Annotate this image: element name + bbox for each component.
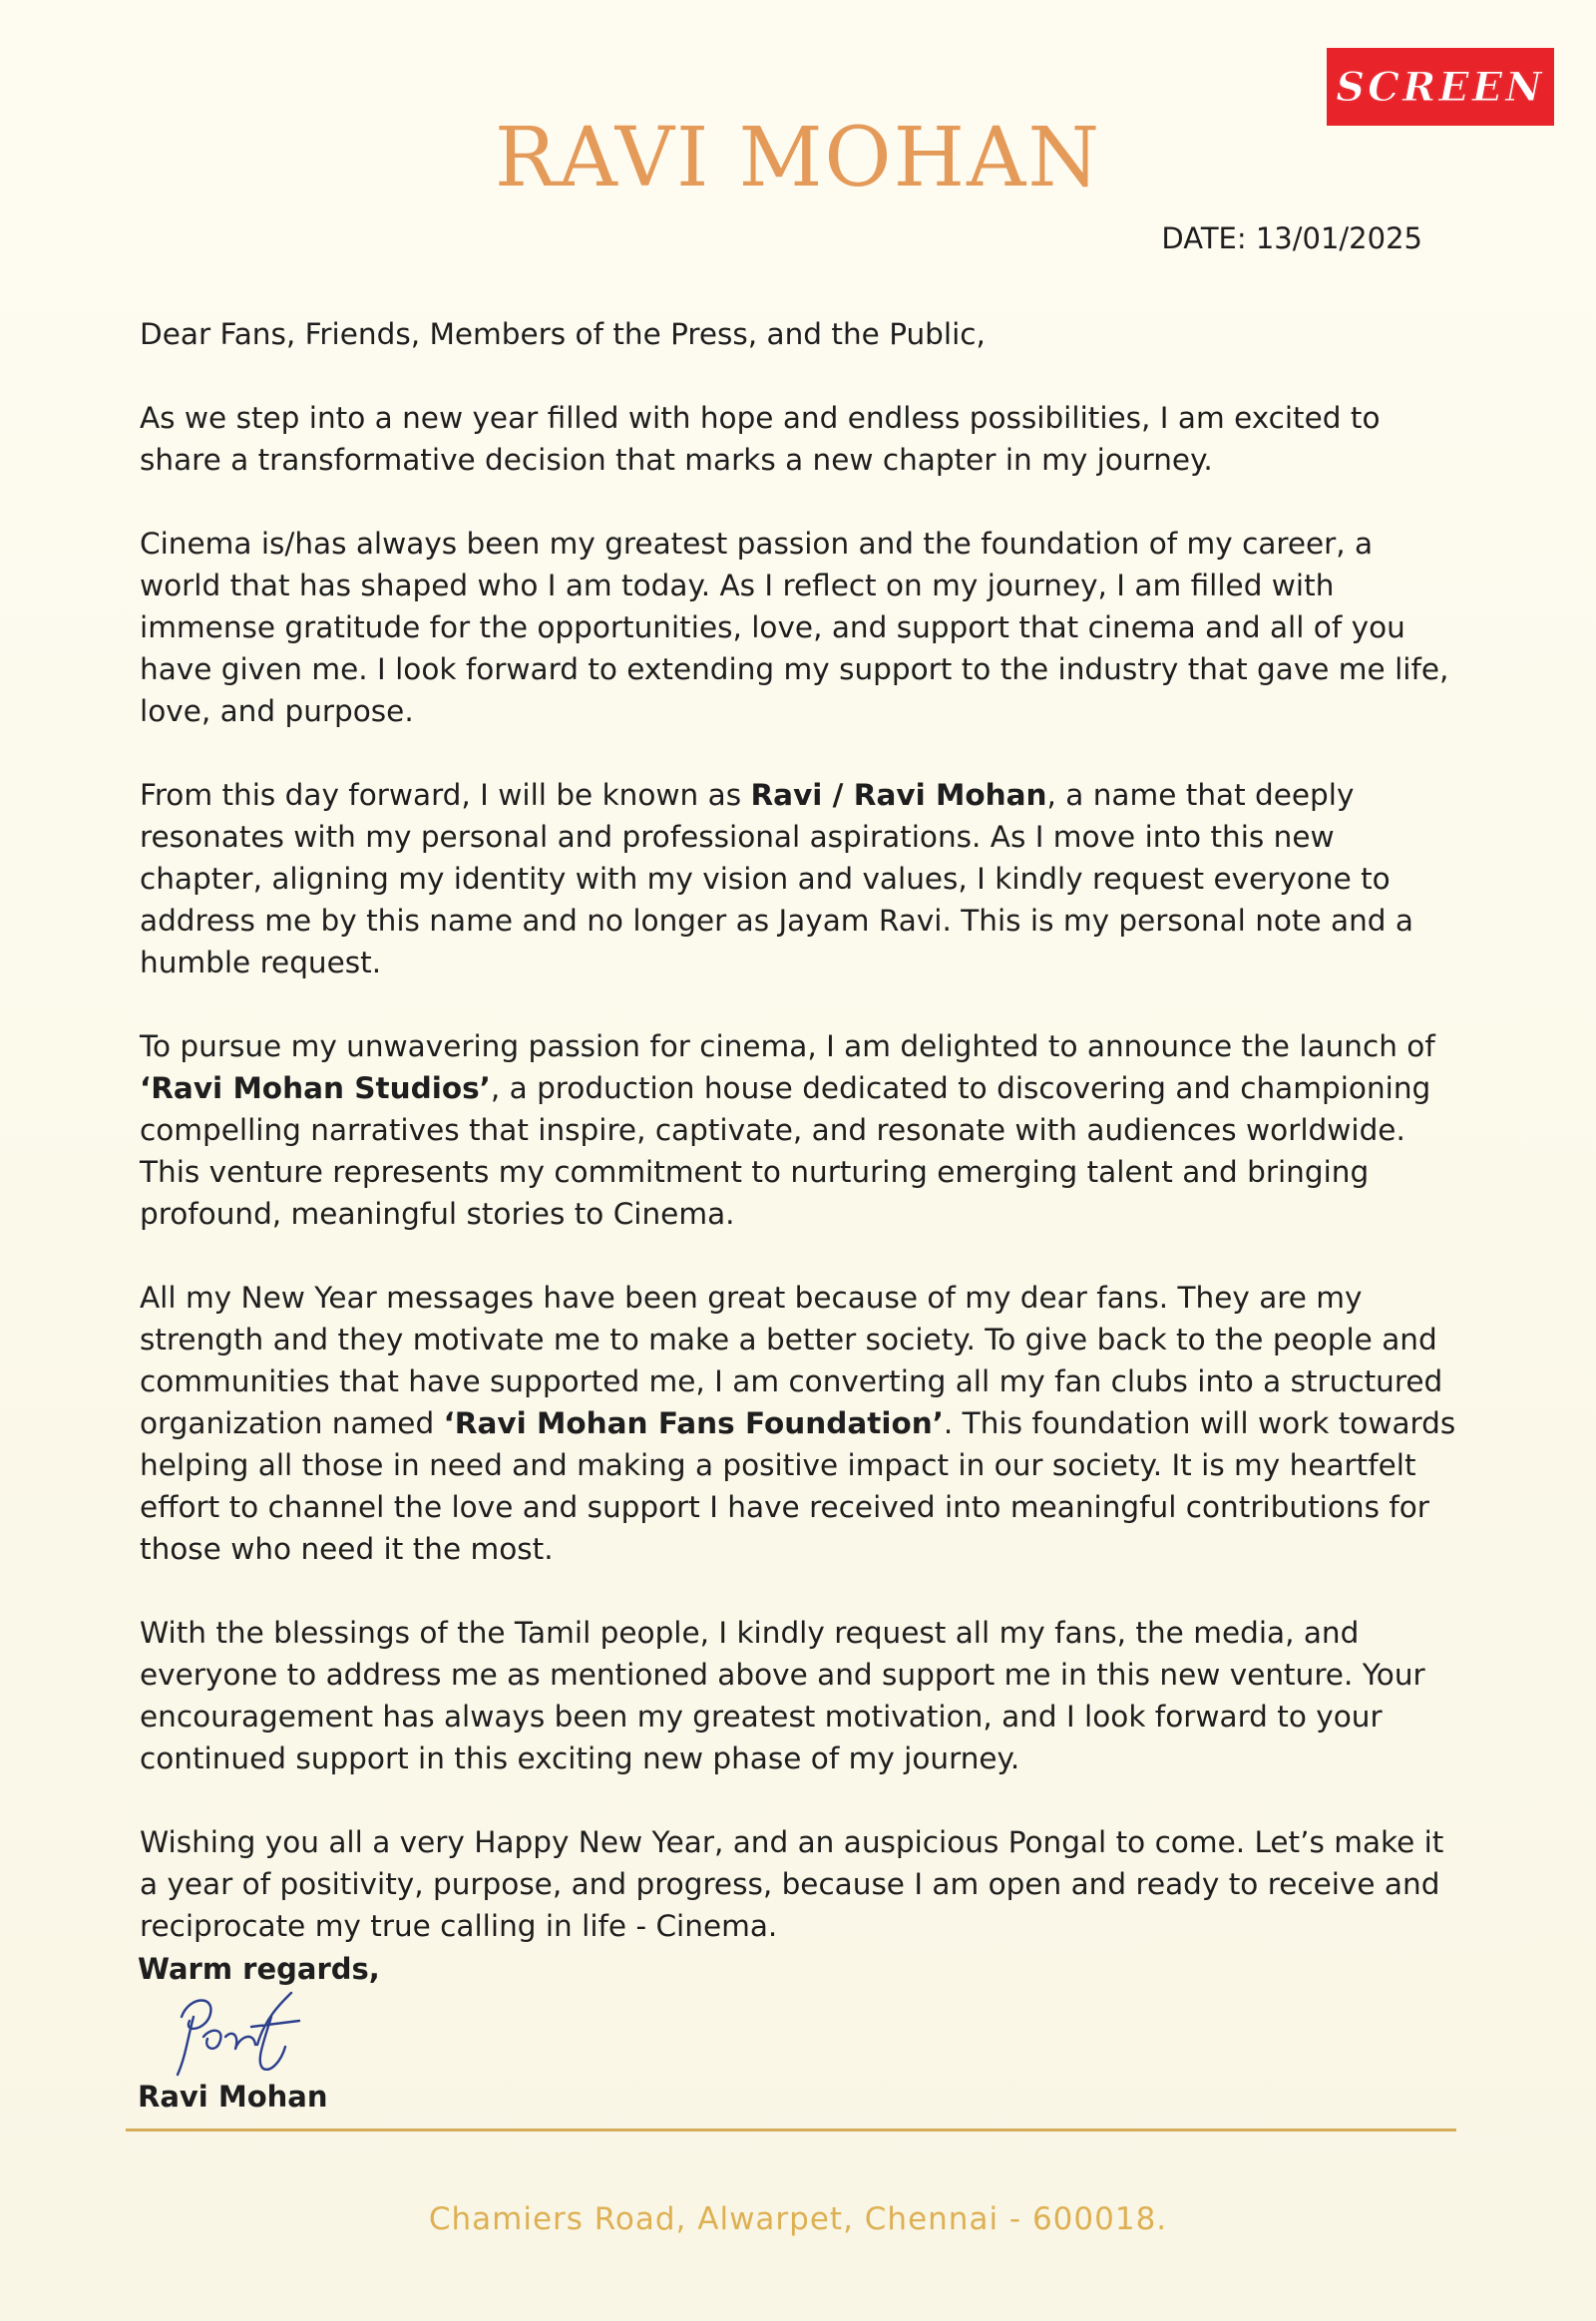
paragraph-studios-text: To pursue my unwavering passion for cinema, I am delighted to announce the launch of	[140, 1029, 1435, 1063]
footer-divider	[126, 2128, 1456, 2131]
paragraph-new-year: As we step into a new year filled with hope and endless possibilities, I am excited to share a transformative decision that marks a new chapter in my journey.	[140, 401, 1381, 477]
paragraph-name-change-rest: , a name that deeply resonates with my personal and professional aspirations. As I move into this new chapter, aligning my identity with my vision and values, I kindly request everyone to address me by this name and no longer as Jayam Ravi. This is my personal note and a humble request.	[140, 778, 1413, 979]
salutation: Dear Fans, Friends, Members of the Press, and the Public,	[140, 317, 986, 351]
letterhead-name: RAVI MOHAN	[494, 111, 1102, 205]
closing-line: Warm regards,	[138, 1952, 380, 1986]
paragraph-foundation	[140, 1277, 1461, 1570]
paragraph-foundation-text: All my New Year messages have been great because of my dear fans. They are my strength and they motivate me to make a better society. To give back to the people and communities that have supported me, I am converting all my fan clubs into a structured organization named	[140, 1281, 1443, 1440]
paragraph-cinema-passion: Cinema is/has always been my greatest passion and the foundation of my career, a world that has shaped who I am today. As I reflect on my journey, I am filled with immense gratitude for the opportunities, love, and support that cinema and all of you have given me. I look forward to extending my support to the industry that gave me life, love, and purpose.	[140, 527, 1449, 728]
paragraph-studios	[140, 1025, 1461, 1235]
new-name-highlight: Ravi / Ravi Mohan	[750, 778, 1047, 812]
screen-logo-text: SCREEN	[1336, 63, 1545, 111]
studios-name-highlight: ‘Ravi Mohan Studios’	[140, 1071, 491, 1105]
paragraph-foundation-rest: . This foundation will work towards helping all those in need and making a positive impact in our society. It is my heartfelt effort to channel the love and support I have received into meaningful contributions for those who need it the most.	[140, 1406, 1456, 1566]
foundation-name-highlight: ‘Ravi Mohan Fans Foundation’	[443, 1406, 944, 1440]
paragraph-request: With the blessings of the Tamil people, I kindly request all my fans, the media, and everyone to address me as mentioned above and support me in this new venture. Your encouragement has always been my greatest motivation, and I look forward to your continued support in this exciting new phase of my journey.	[140, 1616, 1425, 1775]
paragraph-name-change-text: From this day forward, I will be known as	[140, 778, 751, 812]
paragraph-studios-rest: , a production house dedicated to discovering and championing compelling narratives that inspire, captivate, and resonate with audiences worldwide. This venture represents my commitment to nurturing emerging talent and bringing profound, meaningful stories to Cinema.	[140, 1071, 1431, 1231]
letter-date: DATE: 13/01/2025	[1161, 221, 1422, 255]
signer-name: Ravi Mohan	[138, 2080, 328, 2114]
handwritten-signature	[160, 1987, 309, 2077]
footer-address: Chamiers Road, Alwarpet, Chennai - 600018.	[428, 2201, 1168, 2237]
paragraph-wishes: Wishing you all a very Happy New Year, and an auspicious Pongal to come. Let’s make it a year of positivity, purpose, and progress, because I am open and ready to receive and reciprocate my true calling in life - Cinema.	[140, 1825, 1444, 1943]
letter-body	[140, 313, 1461, 1989]
screen-logo-badge	[1327, 48, 1554, 126]
paragraph-name-change	[140, 774, 1461, 983]
